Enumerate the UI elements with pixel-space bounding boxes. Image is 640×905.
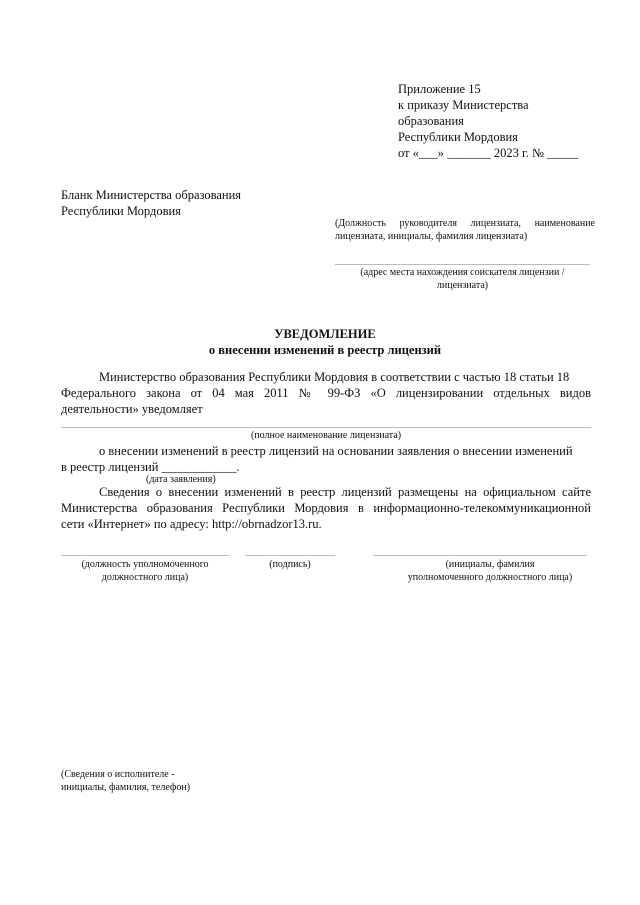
appendix-line: от «___» _______ 2023 г. № _____ xyxy=(398,146,579,160)
appendix-line: к приказу Министерства xyxy=(398,98,529,112)
recipient-address-caption xyxy=(335,266,590,292)
blank-line: Республики Мордовия xyxy=(61,204,181,218)
document-subtitle: о внесении изменений в реестр лицензий xyxy=(208,343,442,357)
paragraph-changes xyxy=(61,443,591,475)
executor-info xyxy=(61,768,261,794)
text-line: деятельности» уведомляет xyxy=(61,402,203,416)
ministry-blank xyxy=(61,187,321,219)
caption-line: лицензиата, инициалы, фамилия лицензиата) xyxy=(335,231,528,242)
licensee-caption xyxy=(61,429,591,442)
text-line: Министерства образования Республики Мордовия в информационно-телекоммуникационной xyxy=(61,501,591,515)
appendix-line: Республики Мордовия xyxy=(398,130,518,144)
caption-line: (Должность руководителя лицензиата, наименование xyxy=(335,218,595,229)
text-line: Сведения о внесении изменений в реестр лицензий размещены на официальном сайте xyxy=(99,485,591,499)
recipient-position-caption xyxy=(335,217,595,243)
paragraph-publication xyxy=(61,484,591,532)
address-underline xyxy=(335,264,590,265)
signature-position-line xyxy=(61,555,229,556)
text-line: Министерство образования Республики Мордовия в соответствии с частью 18 статьи 18 xyxy=(99,370,570,384)
caption-line: (полное наименование лицензиата) xyxy=(250,430,402,441)
signature-name-caption xyxy=(385,558,595,584)
appendix-block xyxy=(398,81,628,161)
signature-sign-caption xyxy=(245,558,335,571)
caption-line: (адрес места нахождения соискателя лицензии / xyxy=(360,267,565,278)
licensee-underline xyxy=(61,427,591,428)
appendix-line: Приложение 15 xyxy=(398,82,481,96)
caption-line: должностного лица) xyxy=(101,572,189,583)
caption-line: лицензиата) xyxy=(436,280,489,291)
caption-line: (инициалы, фамилия xyxy=(445,559,535,570)
text-line: о внесении изменений в реестр лицензий на основании заявления о внесении изменений xyxy=(99,444,573,458)
text-line: Федерального закона от 04 мая 2011 № 99-ФЗ «О лицензировании отдельных видов xyxy=(61,386,591,400)
executor-line: инициалы, фамилия, телефон) xyxy=(61,782,191,793)
signature-position-caption xyxy=(55,558,235,584)
text-line: в реестр лицензий ____________. xyxy=(61,460,240,474)
appendix-line: образования xyxy=(398,114,464,128)
caption-line: (дата заявления) xyxy=(146,474,216,485)
text-line: сети «Интернет» по адресу: http://obrnadzor13.ru. xyxy=(61,517,322,531)
document-title: УВЕДОМЛЕНИЕ xyxy=(274,327,376,341)
executor-line: (Сведения о исполнителе - xyxy=(61,769,175,780)
caption-line: уполномоченного должностного лица) xyxy=(407,572,573,583)
caption-line: (подпись) xyxy=(269,559,311,570)
signature-sign-line xyxy=(245,555,335,556)
document-heading xyxy=(60,326,590,358)
blank-line: Бланк Министерства образования xyxy=(61,188,242,202)
signature-name-line xyxy=(373,555,587,556)
paragraph-notice xyxy=(61,369,591,417)
caption-line: (должность уполномоченного xyxy=(81,559,209,570)
